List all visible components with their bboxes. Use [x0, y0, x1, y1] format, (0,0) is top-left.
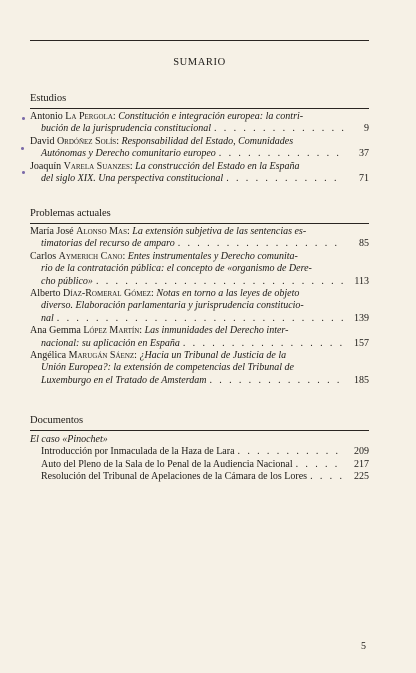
dot-leader — [183, 338, 344, 350]
entry-first-line: Ana Gemma López Martín: Las inmunidades del Derecho inter- — [30, 325, 289, 337]
page-number-ref: 209 — [354, 446, 369, 458]
dot-leader — [57, 313, 344, 325]
entry-title-start: Responsabilidad del Estado, Comunidades — [121, 135, 294, 147]
entry-title-end — [30, 238, 369, 250]
entry-first-line: María José Alonso Mas: La extensión subjetiva de las sentencias es- — [30, 226, 307, 237]
dot-leader — [214, 123, 344, 135]
top-rule — [30, 40, 369, 41]
entry-title-start: La construcción del Estado en la España — [135, 160, 300, 172]
entry-title-end-text: timatorias del recurso de amparo — [41, 238, 175, 250]
entry-title-end — [30, 148, 369, 160]
document-item — [30, 471, 369, 484]
document-title: Resolución del Tribunal de Apelaciones de la Cámara de los Lores — [41, 471, 308, 483]
toc-entry — [30, 136, 369, 161]
dot-leader — [238, 446, 344, 459]
entry-title-start: Entes instrumentales y Derecho comunita- — [127, 250, 298, 262]
author-surname: López Martín — [83, 325, 140, 337]
author-first-name: Antonio — [30, 111, 66, 122]
entry-title-end-text: Autónomas y Derecho comunitario europeo — [41, 148, 216, 160]
entry-title-continued: Unión Europea?: la extensión de competencias del Tribunal de — [41, 362, 294, 374]
entry-title-start: Constitución e integración europea: la contri- — [118, 111, 304, 122]
page-number-ref: 71 — [359, 173, 369, 185]
entry-title-continued: diverso. Elaboración parlamentaria y jurisprudencia constitucio- — [41, 300, 304, 312]
page-number-ref: 113 — [354, 275, 369, 287]
entry-title-end-text: cho público» — [41, 275, 93, 287]
case-title — [30, 434, 369, 446]
dot-leader — [226, 173, 344, 185]
document-title: Auto del Pleno de la Sala de lo Penal de la Audiencia Nacional — [41, 458, 293, 470]
entry-title-start: Las inmunidades del Derecho inter- — [144, 325, 289, 337]
entry-title-end-text: bución de la jurisprudencia constitucional — [41, 123, 211, 135]
author-surname: Ordóñez Solís — [56, 135, 117, 147]
entry-title-end-text: nacional: su aplicación en España — [41, 337, 180, 349]
dot-leader — [310, 471, 344, 484]
entry-first-line: David Ordóñez Solís: Responsabilidad del Estado, Comunidades — [30, 135, 294, 147]
entry-title-end — [30, 173, 369, 185]
author-first-name: María José — [30, 226, 77, 237]
toc-entry — [30, 288, 369, 325]
entry-title-end — [30, 276, 369, 288]
entry-first-line: Alberto Díaz-Romeral Gómez: Notas en torno a las leyes de objeto — [30, 288, 300, 300]
page-number: 5 — [361, 641, 366, 652]
author-surname: Aymerich Cano — [58, 250, 123, 262]
estudios-rule — [30, 108, 369, 109]
entry-title-end-text: nal — [41, 312, 54, 324]
entry-title-end-text: del siglo XIX. Una perspectiva constitucional — [41, 173, 224, 185]
document-item — [30, 446, 369, 459]
author-surname: La Pergola — [65, 111, 113, 122]
page-number-ref: 217 — [354, 458, 369, 470]
entry-title-end — [30, 375, 369, 387]
page-number-ref: 225 — [354, 471, 369, 483]
entry-title-start: La extensión subjetiva de las sentencias es- — [132, 226, 307, 237]
author-first-name: Joaquín — [30, 160, 64, 172]
case-title-text: El caso «Pinochet» — [30, 434, 108, 445]
toc-entry — [30, 251, 369, 288]
author-surname: Alonso Mas — [76, 226, 128, 237]
author-surname: Varela Suanzes — [63, 160, 130, 172]
section-heading-documentos: Documentos — [30, 415, 84, 426]
documentos-list — [30, 434, 369, 484]
entry-title-start: Notas en torno a las leyes de objeto — [156, 288, 300, 300]
page-number-ref: 157 — [354, 337, 369, 349]
author-first-name: Angélica — [30, 350, 69, 362]
margin-mark — [22, 117, 25, 120]
margin-mark — [21, 147, 24, 150]
dot-leader — [209, 375, 344, 387]
entry-title-end — [30, 338, 369, 350]
dot-leader — [96, 276, 344, 288]
toc-entry — [30, 325, 369, 350]
document-title: Introducción por Inmaculada de la Haza de Lara — [41, 446, 235, 458]
entry-first-line: Angélica Marugán Sáenz: ¿Hacia un Tribunal de Justicia de la — [30, 350, 287, 362]
document-item — [30, 459, 369, 472]
toc-entry — [30, 226, 369, 251]
page-number-ref: 139 — [354, 312, 369, 324]
dot-leader — [219, 148, 344, 160]
entry-title-start: ¿Hacia un Tribunal de Justicia de la — [139, 350, 287, 362]
problemas-list — [30, 226, 369, 387]
page-number-ref: 37 — [359, 148, 369, 160]
margin-mark — [22, 171, 25, 174]
entry-first-line: Carlos Aymerich Cano: Entes instrumentales y Derecho comunita- — [30, 250, 298, 262]
entry-first-line: Antonio La Pergola: Constitución e integración europea: la contri- — [30, 111, 304, 122]
author-first-name: Ana Gemma — [30, 325, 84, 337]
entry-title-continued: rio de la contratación pública: el concepto de «organismo de Dere- — [41, 263, 312, 275]
problemas-rule — [30, 223, 369, 224]
page-title: SUMARIO — [173, 57, 226, 68]
author-surname: Díaz-Romeral Gómez — [63, 288, 152, 300]
author-surname: Marugán Sáenz — [68, 350, 135, 362]
dot-leader — [178, 238, 344, 250]
author-first-name: David — [30, 135, 57, 147]
entry-title-end-text: Luxemburgo en el Tratado de Amsterdam — [41, 374, 207, 386]
entry-title-end — [30, 313, 369, 325]
dot-leader — [296, 459, 344, 472]
page-number-ref: 85 — [359, 238, 369, 250]
entry-title-end — [30, 123, 369, 135]
section-heading-problemas: Problemas actuales — [30, 208, 111, 219]
toc-entry — [30, 350, 369, 387]
documentos-rule — [30, 430, 369, 431]
author-first-name: Carlos — [30, 250, 59, 262]
estudios-list — [30, 111, 369, 185]
author-first-name: Alberto — [30, 288, 64, 300]
page-number-ref: 9 — [364, 123, 369, 135]
toc-entry — [30, 111, 369, 136]
section-heading-estudios: Estudios — [30, 93, 67, 104]
toc-entry — [30, 161, 369, 186]
entry-first-line: Joaquín Varela Suanzes: La construcción del Estado en la España — [30, 160, 300, 172]
page-number-ref: 185 — [354, 374, 369, 386]
